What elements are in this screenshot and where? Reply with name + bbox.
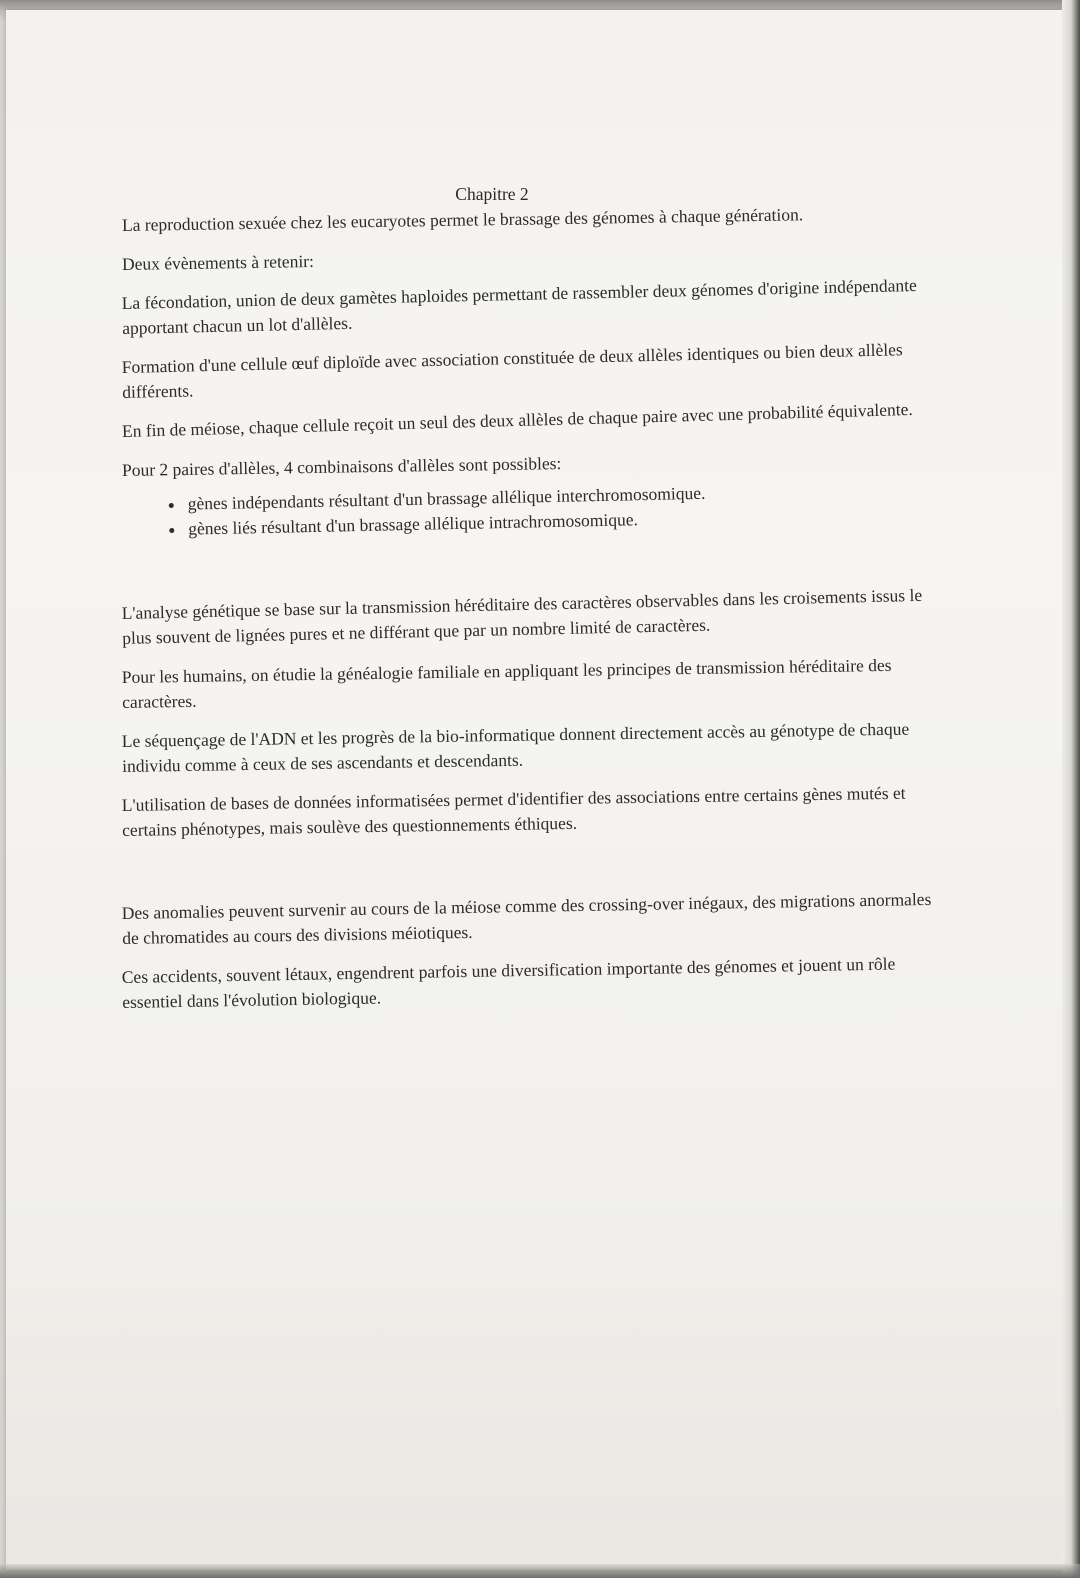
paragraph-cellule-oeuf: Formation d'une cellule œuf diploïde avec association constituée de deux allèles identiques ou bien deux allèles différents. bbox=[121, 339, 903, 402]
paragraph-fecondation: La fécondation, union de deux gamètes haploides permettant de rassembler deux génomes d'origine indépendante apportant chacun un lot d'allèles. bbox=[121, 274, 917, 338]
paragraph-accidents: Ces accidents, souvent létaux, engendrent parfois une diversification importante des génomes et jouent un rôle essentiel dans l'évolution biologique. bbox=[121, 953, 896, 1012]
paragraph-reproduction: La reproduction sexuée chez les eucaryotes permet le brassage des génomes à chaque génération. bbox=[121, 204, 804, 235]
list-item: • gènes liés résultant d'un brassage allélique intrachromosomique. bbox=[186, 501, 942, 542]
paragraph-fin-meiose: En fin de méiose, chaque cellule reçoit un seul des deux allèles de chaque paire avec une probabilité équivalente. bbox=[121, 398, 914, 441]
paragraph-deux-evenements: Deux évènements à retenir: bbox=[121, 250, 315, 274]
paragraph-genealogie: Pour les humains, on étudie la généalogie familiale en appliquant les principes de transmission héréditaire des caractères. bbox=[121, 654, 892, 712]
list-item: • gènes indépendants résultant d'un brassage allélique interchromosomique. bbox=[185, 476, 941, 517]
photo-background-bottom bbox=[0, 1564, 1080, 1578]
document-body bbox=[122, 182, 942, 1029]
paragraph-bases-donnees: L'utilisation de bases de données informatisées permet d'identifier des associations entre certains gènes mutés et certains phénotypes, mais soulève des questionnements éthiques. bbox=[121, 782, 906, 840]
paragraph-anomalies: Des anomalies peuvent survenir au cours de la méiose comme des crossing-over inégaux, des migrations anormales de chromatides au cours des divisions méiotiques. bbox=[121, 888, 932, 948]
paragraph-sequencage: Le séquençage de l'ADN et les progrès de la bio-informatique donnent directement accès au génotype de chaque individu comme à ceux de ses ascendants et descendants. bbox=[121, 718, 910, 776]
paper-stack-edge bbox=[1062, 0, 1080, 1578]
paragraph-analyse-genetique: L'analyse génétique se base sur la transmission héréditaire des caractères observables dans les croisements issus le plus souvent de lignées pures et ne différant que par un nombre limité de caractères. bbox=[121, 584, 923, 648]
chapter-title: Chapitre 2 bbox=[455, 184, 529, 204]
bullet-list bbox=[121, 476, 942, 543]
paragraph-combinaisons: Pour 2 paires d'allèles, 4 combinaisons d'allèles sont possibles: bbox=[121, 453, 562, 480]
paper-sheet bbox=[6, 10, 1064, 1570]
